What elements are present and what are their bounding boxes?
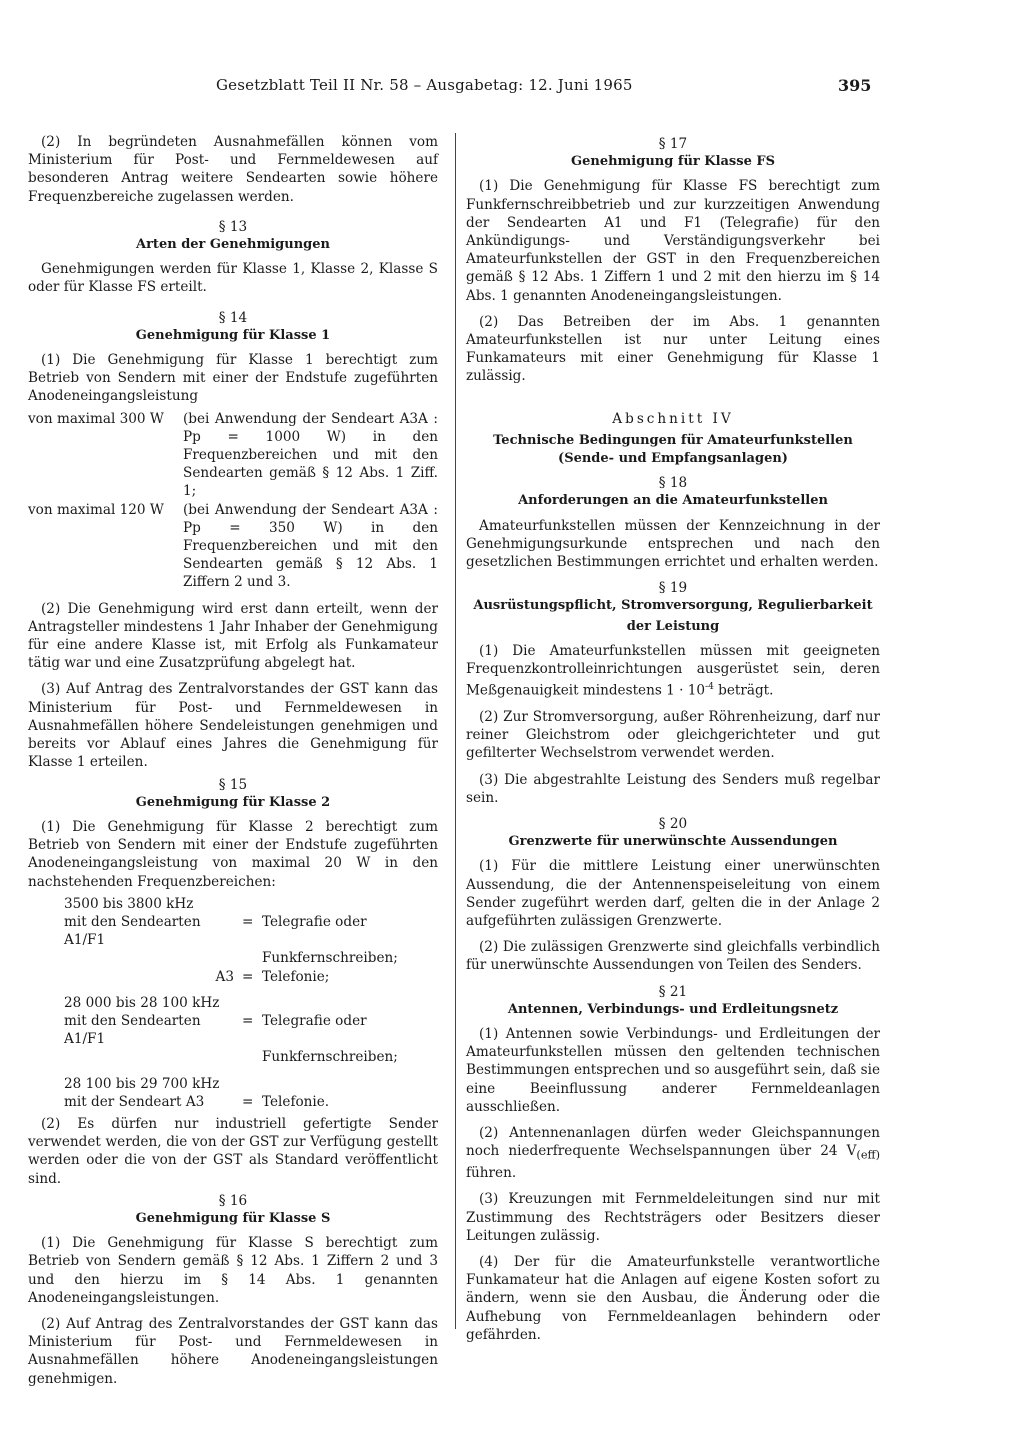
band-mode: mit den Sendearten A1/F1 — [64, 1012, 201, 1048]
section-18-number: § 18 — [658, 475, 688, 492]
equals-sign: = — [242, 1012, 254, 1029]
power-row-120w — [28, 501, 438, 592]
page-header — [0, 76, 1024, 102]
section-13-number: § 13 — [218, 218, 248, 235]
chapter-label: Abschnitt IV — [612, 410, 734, 427]
section-19-para-1 — [466, 642, 880, 700]
band-value: Funkfernschreiben; — [262, 950, 398, 967]
section-20-number: § 20 — [658, 816, 688, 833]
section-21-title: Antennen, Verbindungs- und Erdleitungsnetz — [507, 1001, 839, 1017]
power-row-label: von maximal 120 W — [28, 501, 164, 518]
section-18-para-1: Amateurfunkstellen müssen der Kennzeichnung in der Genehmigungsurkunde entsprechen und nach den gesetzlichen Bestimmungen errichtet und erhalten werden. — [466, 517, 880, 571]
power-row-text: (bei Anwendung der Sendeart A3A : Pp = 1000 W) in den Frequenzbereichen und mit den Sendearten gemäß § 12 Abs. 1 Ziff. 1; — [183, 410, 438, 500]
section-13-text: Genehmigungen werden für Klasse 1, Klasse 2, Klasse S oder für Klasse FS erteilt. — [28, 261, 438, 296]
section-15-para-2: (2) Es dürfen nur industriell gefertigte Sender verwendet werden, die von der GST zur Verfügung gestellt werden oder die von der GST als Standard veröffentlicht sind. — [28, 1115, 438, 1187]
section-20-para-2: (2) Die zulässigen Grenzwerte sind gleichfalls verbindlich für unerwünschte Aussendungen von Teilen des Senders. — [466, 939, 880, 974]
equals-sign: = — [242, 1093, 254, 1110]
section-16-para-1: (1) Die Genehmigung für Klasse S berechtigt zum Betrieb von Sendern gemäß § 12 Abs. 1 Ziffern 2 und 3 und den hierzu im § 14 Abs. 1 genannten Anodeneingangsleistungen. — [28, 1235, 438, 1306]
section-20-title: Grenzwerte für unerwünschte Aussendungen — [508, 834, 838, 850]
equals-sign: = — [242, 913, 254, 930]
band-label: 28 000 bis 28 100 kHz — [64, 994, 220, 1011]
band-row — [64, 1012, 438, 1048]
section-18-title: Anforderungen an die Amateurfunkstellen — [518, 493, 828, 509]
band-label: 3500 bis 3800 kHz — [64, 895, 194, 912]
section-21-para-3: (3) Kreuzungen mit Fernmeldeleitungen sind nur mit Zustimmung des Rechtsträgers oder Besitzers dieser Leitungen zulässig. — [466, 1191, 880, 1244]
section-19-para-1-text: (1) Die Amateurfunkstellen müssen mit geeigneten Frequenzkontrolleinrichtungen ausgerüstet sein, deren Meßgenauigkeit mindestens 1 · 10 — [466, 642, 880, 699]
band-mode: mit der Sendeart A3 — [64, 1093, 205, 1110]
band-mode: A3 — [215, 968, 234, 985]
band-row — [64, 1048, 438, 1066]
section-19-title-cont: der Leistung — [626, 618, 720, 634]
section-14-para-2: (2) Die Genehmigung wird erst dann erteilt, wenn der Antragsteller mindestens 1 Jahr Inhaber der Genehmigung für eine andere Klasse ist, mit Erfolg als Funkamateur tätig war und eine Zusatzprüfung abgelegt hat. — [28, 600, 438, 672]
section-21-para-2-text: (2) Antennenanlagen dürfen weder Gleichspannungen noch niederfrequente Wechselspannungen über 24 V — [466, 1125, 880, 1160]
section-21-para-1: (1) Antennen sowie Verbindungs- und Erdleitungen der Amateurfunkstellen müssen den geltenden technischen Bestimmungen entsprechen und so ausgeführt sein, daß sie eine Beeinflussung anderer Fernmeldeanlagen ausschließen. — [466, 1026, 880, 1115]
section-21-para-4: (4) Der für die Amateurfunkstelle verantwortliche Funkamateur hat die Anlagen auf eigene Kosten sofort zu ändern, wenn sie den Ausbau, die Änderung oder die Aufhebung von Fernmeldeanlagen behindern oder gefährden. — [466, 1254, 880, 1343]
band-value: Funkfernschreiben; — [262, 1049, 398, 1066]
power-row-300w — [28, 410, 438, 501]
band-row — [64, 949, 438, 967]
section-21-para-2-end: führen. — [466, 1165, 517, 1182]
power-row-label: von maximal 300 W — [28, 410, 164, 427]
band-mode: mit den Sendearten A1/F1 — [64, 913, 201, 949]
section-15-title: Genehmigung für Klasse 2 — [135, 794, 331, 810]
running-head: Gesetzblatt Teil II Nr. 58 – Ausgabetag: 12. Juni 1965 — [216, 76, 633, 94]
section-19-para-2: (2) Zur Stromversorgung, außer Röhrenheizung, darf nur reiner Gleichstrom oder gleichgerichteter und gut gefilterter Wechselstrom verwendet werden. — [466, 709, 880, 762]
section-17-title: Genehmigung für Klasse FS — [571, 154, 775, 170]
section-14-number: § 14 — [218, 309, 248, 326]
band-row — [64, 1093, 438, 1111]
section-17-para-1: (1) Die Genehmigung für Klasse FS berechtigt zum Funkfernschreibbetrieb und zur kurzzeitigen Anwendung der Sendearten A1 und F1 (Telegrafie) für den Ankündigungs- und Verständigungsverkehr bei Amateurfunkstellen der GST in den Frequenzbereichen gemäß § 12 Abs. 1 Ziffern 1 und 2 mit den hierzu im § 14 Abs. 1 genannten Anodeneingangsleistungen. — [466, 178, 880, 304]
section-14-para-1: (1) Die Genehmigung für Klasse 1 berechtigt zum Betrieb von Sendern mit einer der Endstufe zugeführten Anodeneingangsleistung — [28, 352, 438, 405]
band-value: Telegrafie oder — [262, 1012, 367, 1029]
section-17-para-2: (2) Das Betreiben der im Abs. 1 genannten Amateurfunkstellen ist nur unter Leitung eines Funkamateurs mit einer Genehmigung für Klasse 1 zulässig. — [466, 313, 880, 385]
right-column — [466, 135, 880, 1352]
equals-sign: = — [242, 968, 254, 985]
section-16-title: Genehmigung für Klasse S — [135, 1210, 331, 1226]
band-label: 28 100 bis 29 700 kHz — [64, 1075, 220, 1092]
section-19-number: § 19 — [658, 580, 688, 597]
power-row-text: (bei Anwendung der Sendeart A3A : Pp = 350 W) in den Frequenzbereichen und mit den Sendearten gemäß § 12 Abs. 1 Ziffern 2 und 3. — [183, 501, 438, 591]
band-row — [64, 913, 438, 949]
chapter-title: Technische Bedingungen für Amateurfunkstellen — [493, 432, 853, 448]
section-19-title: Ausrüstungspflicht, Stromversorgung, Regulierbarkeit — [473, 598, 873, 614]
section-17-number: § 17 — [658, 136, 688, 152]
section-14-para-3: (3) Auf Antrag des Zentralvorstandes der GST kann das Ministerium für Post- und Fernmeldewesen in Ausnahmefällen höhere Sendeleistungen genehmigen und bereits vor Ablauf eines Jahres die Genehmigung für Klasse 1 erteilen. — [28, 681, 438, 771]
section-21-para-2 — [466, 1124, 880, 1182]
section-19-para-1-end: beträgt. — [713, 682, 774, 699]
section-13-title: Arten der Genehmigungen — [136, 237, 330, 253]
page-number: 395 — [838, 76, 872, 95]
section-19-para-3: (3) Die abgestrahlte Leistung des Senders muß regelbar sein. — [466, 771, 880, 806]
section-16-number: § 16 — [218, 1192, 248, 1209]
exponent: -4 — [705, 682, 714, 693]
section-14-title: Genehmigung für Klasse 1 — [135, 327, 331, 343]
subscript: (eff) — [856, 1148, 880, 1162]
section-15-para-1: (1) Die Genehmigung für Klasse 2 berechtigt zum Betrieb von Sendern mit einer der Endstufe zugeführten Anodeneingangsleistung von maximal 20 W in den nachstehenden Frequenzbereichen: — [28, 818, 438, 890]
band-value: Telefonie. — [262, 1093, 330, 1110]
frequency-table — [64, 895, 438, 1111]
column-divider — [455, 133, 456, 1329]
band-value: Telegrafie oder — [262, 913, 367, 930]
band-row — [64, 968, 438, 986]
paragraph-12-2: (2) In begründeten Ausnahmefällen können vom Ministerium für Post- und Fernmeldewesen auf besonderen Antrag weitere Sendearten sowie höhere Frequenzbereiche zugelassen werden. — [28, 134, 438, 205]
section-20-para-1: (1) Für die mittlere Leistung einer unerwünschten Aussendung, die der Antennenspeiseleitung von einem Sender zugeführt werden darf, gelten die in der Anlage 2 aufgeführten zulässigen Grenzwerte. — [466, 858, 880, 930]
chapter-subtitle: (Sende- und Empfangsanlagen) — [558, 451, 788, 467]
section-21-number: § 21 — [658, 983, 688, 1000]
left-column — [28, 133, 438, 1396]
section-15-number: § 15 — [218, 776, 248, 793]
band-value: Telefonie; — [262, 968, 330, 985]
section-16-para-2: (2) Auf Antrag des Zentralvorstandes der GST kann das Ministerium für Post- und Fernmeldewesen in Ausnahmefällen höhere Anodeneingangsleistungen genehmigen. — [28, 1315, 438, 1387]
